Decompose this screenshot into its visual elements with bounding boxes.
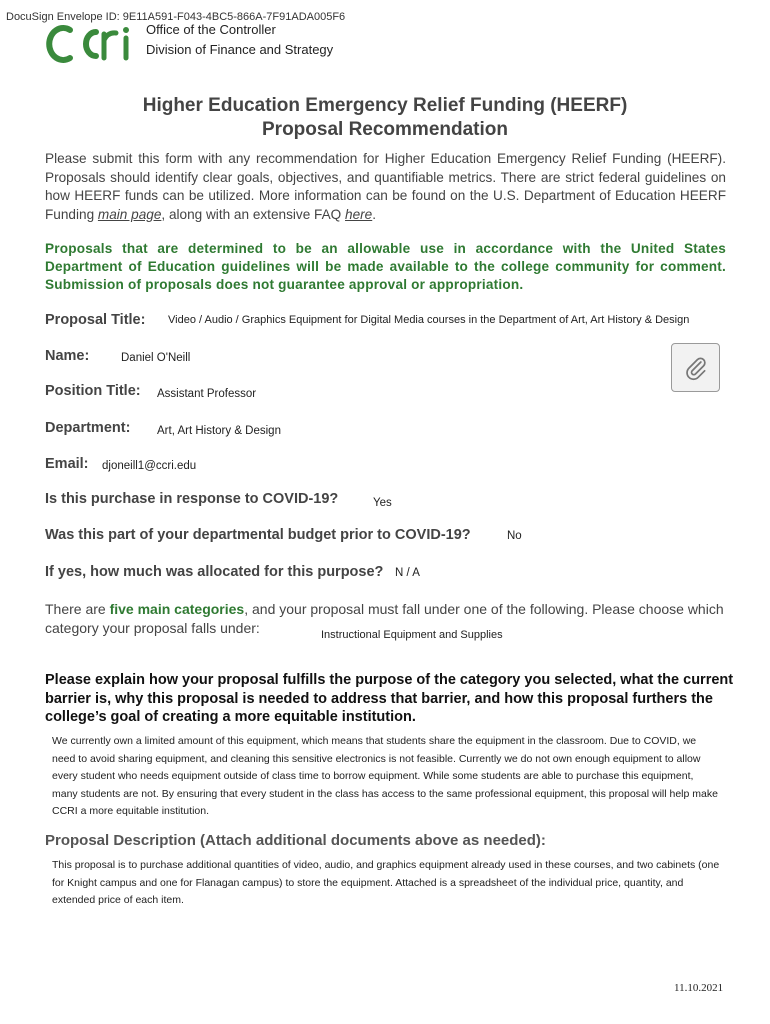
allocated-label: If yes, how much was allocated for this purpose?: [45, 564, 384, 580]
ccri-logo: [44, 18, 136, 64]
department-label: Department:: [45, 420, 131, 436]
office-name: Office of the Controller: [146, 22, 276, 37]
budget-prior-field[interactable]: No: [507, 530, 522, 542]
department-field[interactable]: Art, Art History & Design: [157, 425, 281, 437]
footer-date: 11.10.2021: [674, 982, 724, 994]
page-title: Higher Education Emergency Relief Funding (HEERF): [142, 95, 628, 116]
proposal-description-field[interactable]: This proposal is to purchase additional quantities of video, audio, and graphics equipment already used in these courses, and two cabinets (one for Knight campus and one for Flanagan campus) to store the equipment. Attached is a spreadsheet of the individual price, quantity, and extended price of each item.: [52, 859, 720, 907]
proposal-notice: Proposals that are determined to be an allowable use in accordance with the United States Department of Education guidelines will be made available to the college community for comment. Submission of proposals does not guarantee approval or appropriation.: [45, 241, 726, 292]
five-categories-highlight: five main categories: [109, 601, 245, 617]
name-label: Name:: [45, 348, 90, 364]
categories-text: There are five main categories, and your proposal must fall under one of the following. Please choose which category your proposal falls under:: [45, 601, 724, 636]
proposal-title-label: Proposal Title:: [45, 312, 146, 328]
allocated-field[interactable]: N / A: [395, 567, 420, 579]
explain-question: Please explain how your proposal fulfills the purpose of the category you selected, what the current barrier is, why this proposal is needed to address that barrier, and how this proposal furthers the college’s goal of creating a more equitable institution.: [45, 672, 734, 725]
main-page-link[interactable]: main page: [97, 206, 162, 222]
intro-paragraph: Please submit this form with any recommendation for Higher Education Emergency Relief Funding (HEERF). Proposals should identify clear goals, objectives, and quantifiable metrics. There are strict federal guidelines on how HEERF funds can be utilized. More information can be found on the U.S. Department of Education HEERF Funding main page, along with an extensive FAQ here.: [45, 151, 726, 222]
proposal-description-label: Proposal Description (Attach additional documents above as needed):: [45, 832, 546, 849]
category-field[interactable]: Instructional Equipment and Supplies: [321, 629, 503, 641]
email-field[interactable]: djoneill1@ccri.edu: [102, 460, 197, 472]
proposal-title-field[interactable]: Video / Audio / Graphics Equipment for Digital Media courses in the Department of Art, Art History & Design: [168, 314, 690, 326]
position-title-label: Position Title:: [45, 383, 141, 399]
covid-purchase-field[interactable]: Yes: [373, 497, 392, 509]
position-title-field[interactable]: Assistant Professor: [157, 388, 257, 400]
division-name: Division of Finance and Strategy: [146, 42, 334, 57]
page-subtitle: Proposal Recommendation: [262, 119, 508, 140]
covid-purchase-label: Is this purchase in response to COVID-19?: [45, 491, 339, 507]
faq-link[interactable]: here: [345, 206, 373, 222]
explain-answer-field[interactable]: We currently own a limited amount of this equipment, which means that students share the equipment in the classroom. Due to COVID, we need to avoid sharing equipment, and cleaning this sensitive electronics is not feasible. Currently we do not own enough equipment to allow every student who needs equipment outside of class time to borrow equipment. While some students are able to purchase this equipment, many students are not. By ensuring that every student in the class has access to the same professional equipment, this proposal will help make CCRI a more equitable institution.: [52, 735, 718, 818]
budget-prior-label: Was this part of your departmental budget prior to COVID-19?: [45, 527, 471, 543]
paperclip-icon: [683, 355, 709, 381]
name-field[interactable]: Daniel O'Neill: [121, 352, 191, 364]
docusign-envelope-id: DocuSign Envelope ID: 9E11A591-F043-4BC5-866A-7F91ADA005F6: [6, 11, 346, 23]
email-label: Email:: [45, 456, 89, 472]
attach-button[interactable]: [671, 343, 720, 392]
